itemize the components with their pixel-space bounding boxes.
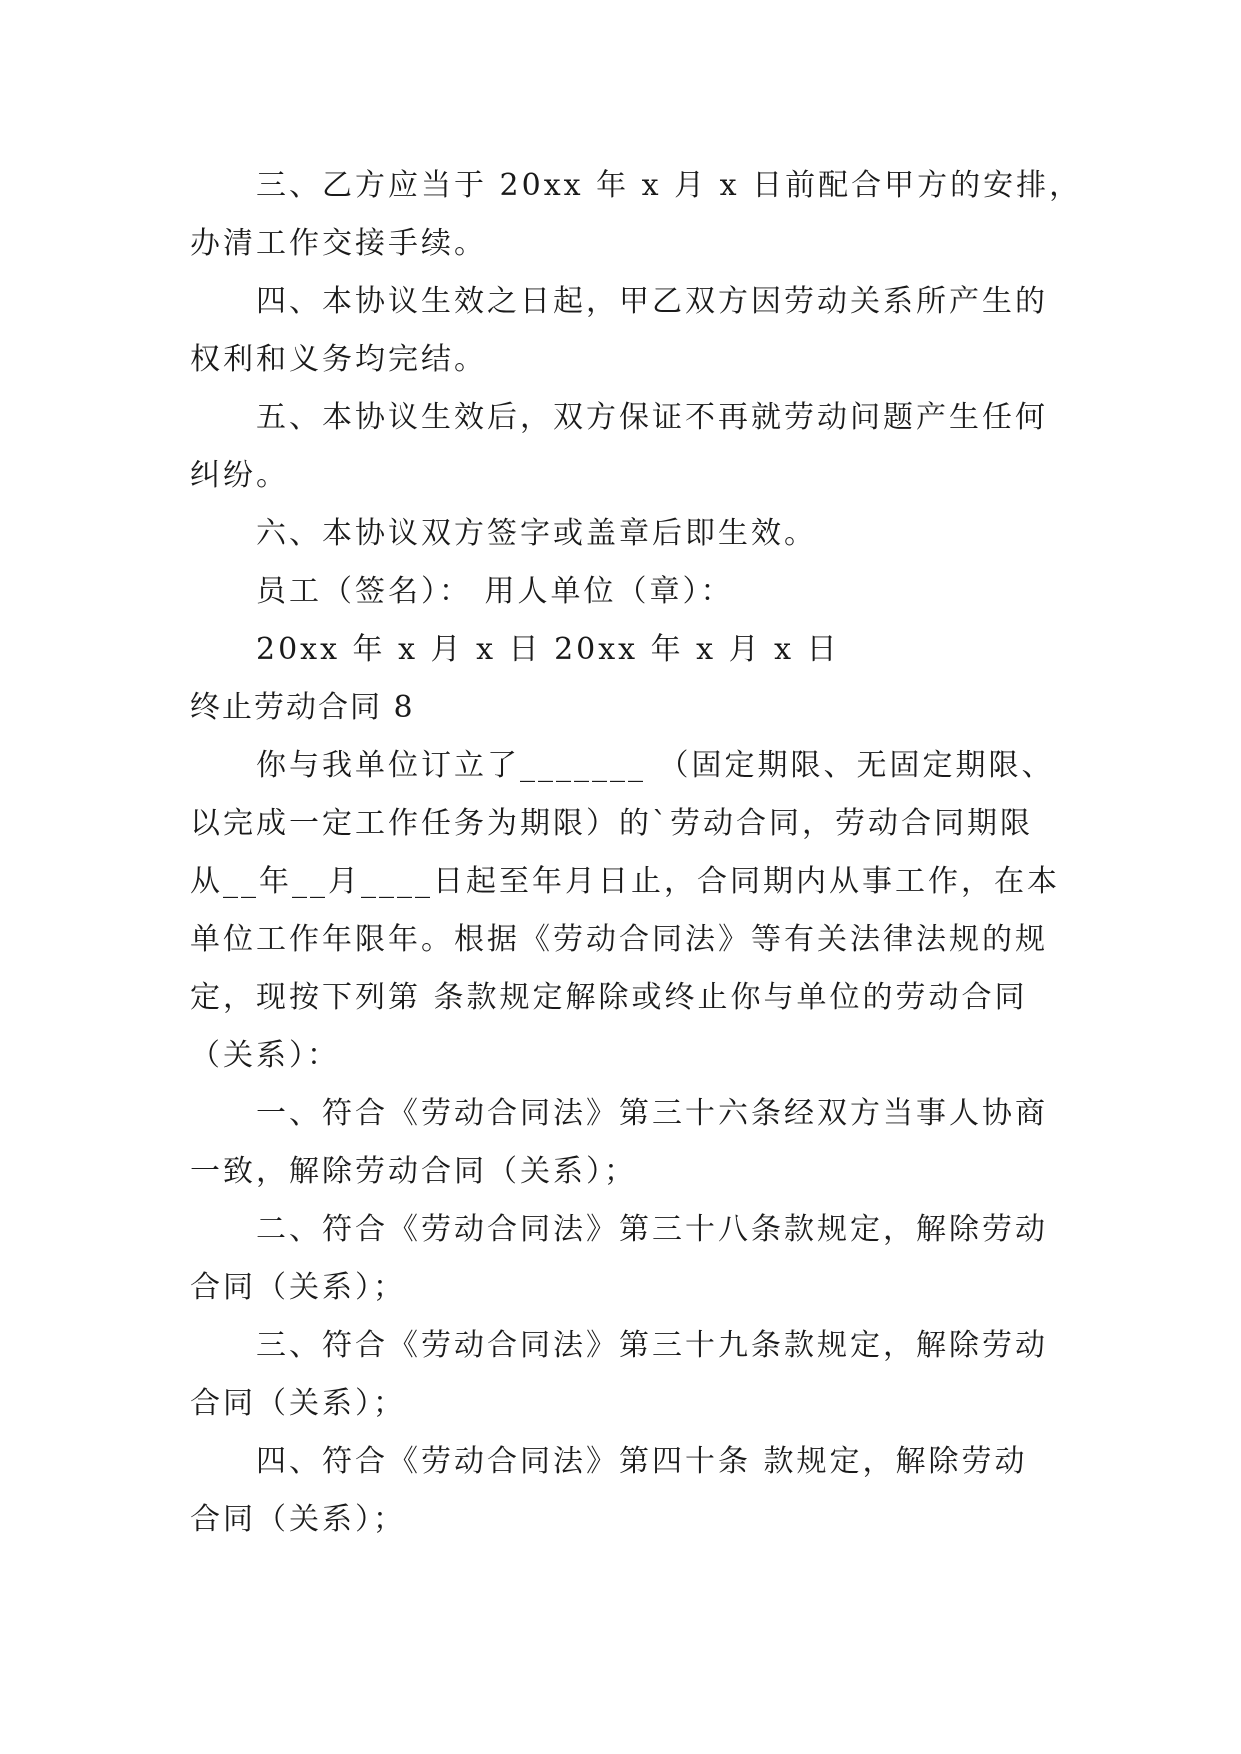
item-3-line-2: 合同（关系）； <box>190 1386 406 1421</box>
item-4-line-2: 合同（关系）； <box>190 1502 406 1537</box>
notice-line-5: 定，现按下列第 条款规定解除或终止你与单位的劳动合同 <box>190 980 1028 1015</box>
item-1-line-1: 一、符合《劳动合同法》第三十六条经双方当事人协商 <box>256 1096 1048 1131</box>
item-4-line-1: 四、符合《劳动合同法》第四十条 款规定，解除劳动 <box>256 1444 1028 1479</box>
notice-line-2: 以完成一定工作任务为期限）的`劳动合同，劳动合同期限 <box>190 806 1033 841</box>
clause-3-line-1: 三、乙方应当于 20xx 年 x 月 x 日前配合甲方的安排， <box>256 168 1083 203</box>
clause-4-line-2: 权利和义务均完结。 <box>190 342 487 377</box>
item-2-line-1: 二、符合《劳动合同法》第三十八条款规定，解除劳动 <box>256 1212 1048 1247</box>
notice-line-1: 你与我单位订立了_______ （固定期限、无固定期限、 <box>256 748 1055 783</box>
clause-5-line-2: 纠纷。 <box>190 458 289 493</box>
clause-5-line-1: 五、本协议生效后，双方保证不再就劳动问题产生任何 <box>256 400 1048 435</box>
clause-6-line: 六、本协议双方签字或盖章后即生效。 <box>256 516 817 551</box>
document-body <box>190 157 1083 1549</box>
item-2-line-2: 合同（关系）； <box>190 1270 406 1305</box>
signature-dates: 20xx 年 x 月 x 日 20xx 年 x 月 x 日 <box>256 632 840 667</box>
signature-labels: 员工（签名）： 用人单位（章）： <box>256 574 734 609</box>
item-3-line-1: 三、符合《劳动合同法》第三十九条款规定，解除劳动 <box>256 1328 1048 1363</box>
section-heading: 终止劳动合同 8 <box>190 690 415 725</box>
clause-4-line-1: 四、本协议生效之日起，甲乙双方因劳动关系所产生的 <box>256 284 1048 319</box>
clause-3-line-2: 办清工作交接手续。 <box>190 226 487 261</box>
item-1-line-2: 一致，解除劳动合同（关系）； <box>190 1154 637 1189</box>
notice-line-3: 从__年__月____日起至年月日止，合同期内从事工作，在本 <box>190 864 1060 899</box>
notice-line-4: 单位工作年限年。根据《劳动合同法》等有关法律法规的规 <box>190 922 1048 957</box>
notice-line-6: （关系）： <box>190 1038 340 1073</box>
